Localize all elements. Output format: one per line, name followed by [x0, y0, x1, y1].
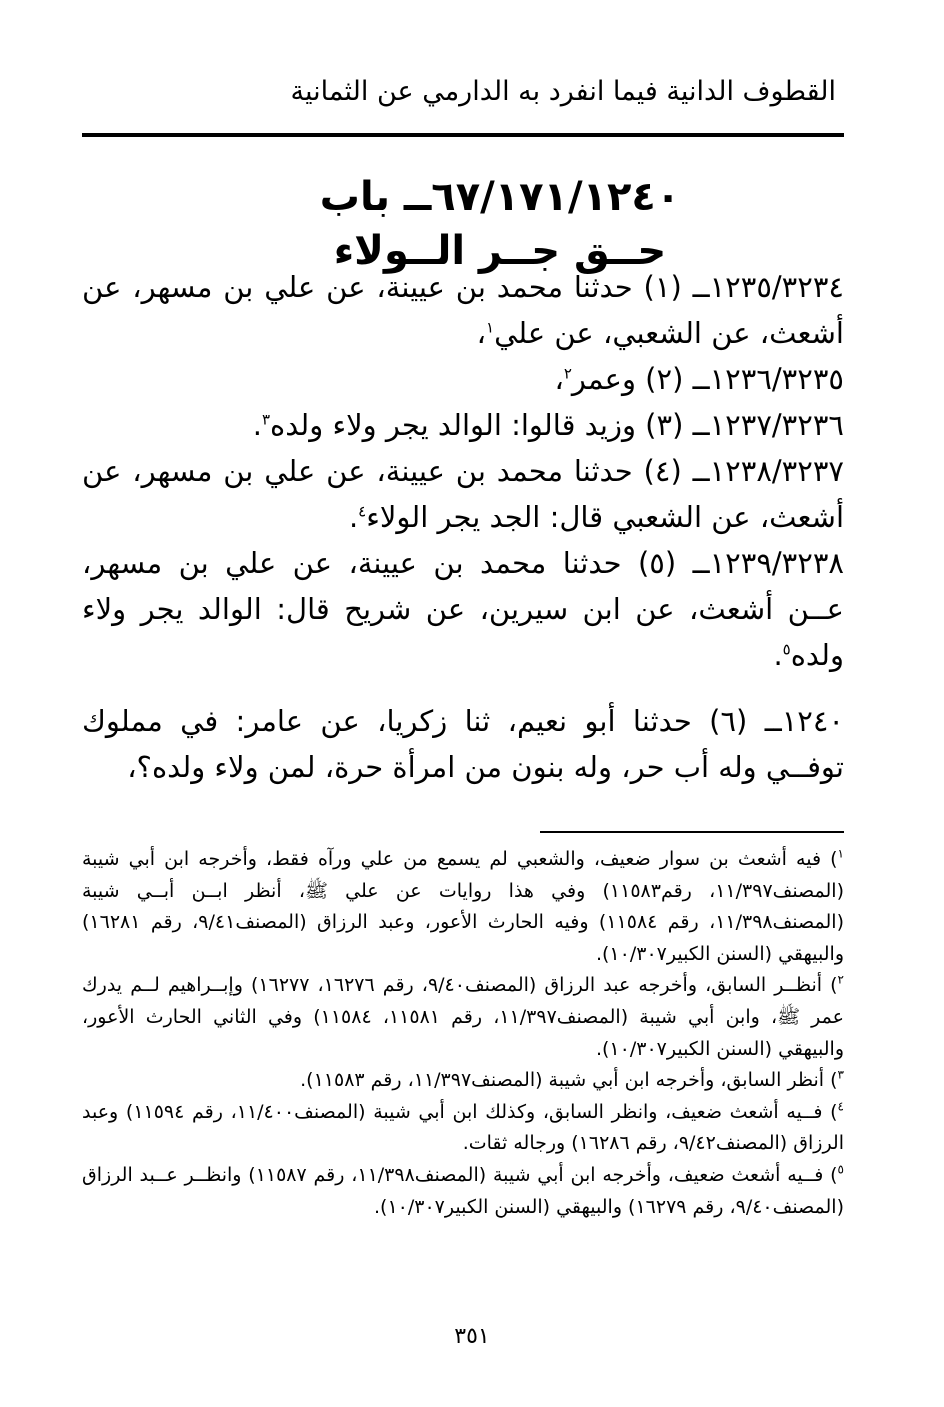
hadith-text: ١٢٣٧/٣٢٣٦ــ (٣) وزيد قالوا: الوالد يجر ولاء ولده — [270, 408, 844, 442]
hadith-paragraph — [82, 402, 844, 448]
hadith-punctuation: . — [773, 638, 783, 672]
footnote-number: ١ — [837, 846, 844, 861]
hadith-text: ١٢٣٦/٣٢٣٥ــ (٢) وعمر — [571, 362, 844, 396]
footnote-reference: ٢ — [563, 364, 572, 383]
footnote — [82, 1065, 844, 1097]
hadith-paragraph — [82, 448, 844, 540]
footnote-text: ) فــيه أشعث ضعيف، وانظر السابق، وكذلك ابن أبي شيبة (المصنف١١/٤٠٠، رقم ١١٥٩٤) وعبد الرزاق (المصنف٩/٤٢، رقم ١٦٢٨٦) ورجاله ثقات. — [82, 1100, 844, 1155]
header-rule — [82, 133, 844, 137]
footnote — [82, 1160, 844, 1223]
footnote-reference: ٥ — [782, 640, 791, 659]
hadith-punctuation: ، — [476, 316, 486, 350]
footnotes — [82, 844, 844, 1223]
footnote-number: ٤ — [837, 1099, 844, 1114]
footnote-reference: ١ — [486, 318, 495, 337]
hadith-paragraph — [82, 356, 844, 402]
hadith-punctuation: ، — [554, 362, 564, 396]
footnote-text: ) أنظر السابق، وأخرجه ابن أبي شيبة (المصنف١١/٣٩٧، رقم ١١٥٨٣). — [300, 1069, 838, 1092]
hadith-punctuation: . — [348, 500, 359, 534]
footnote-reference: ٤ — [358, 502, 367, 521]
running-header-title: القطوف الدانية فيما انفرد به الدارمي عن الثمانية — [290, 76, 836, 107]
hadith-text: ١٢٣٨/٣٢٣٧ــ (٤) حدثنا محمد بن عيينة، عن علي بن مسهر، عن أشعث، عن الشعبي قال: الجد يجر الولاء — [82, 454, 844, 534]
footnote-separator — [540, 831, 844, 833]
footnote-text: ) فيه أشعث بن سوار ضعيف، والشعبي لم يسمع من علي ورآه فقط، وأخرجه ابن أبي شيبة (المصنف١١/٣٩٧، رقم١١٥٨٣) وفي هذا روايات عن علي ﷺ، أنظر ابــن أبــي شيبة (المصنف١١/٣٩٨، رقم ١١٥٨٤) وفيه الحارث الأعور، وعبد الرزاق (المصنف٩/٤١، رقم ١٦٢٨١) والبيهقي (السنن الكبير١٠/٣٠٧). — [82, 848, 844, 965]
chapter-number-heading: ٦٧/١٧١/١٢٤٠ــ باب — [319, 174, 681, 220]
hadith-text: ١٢٣٥/٣٢٣٤ــ (١) حدثنا محمد بن عيينة، عن علي بن مسهر، عن أشعث، عن الشعبي، عن علي — [82, 270, 844, 350]
hadith-paragraph — [82, 698, 844, 790]
page-number: ٣٥١ — [454, 1324, 490, 1349]
hadith-body — [82, 264, 844, 790]
footnote-text: ) فــيه أشعث ضعيف، وأخرجه ابن أبي شيبة (المصنف١١/٣٩٨، رقم ١١٥٨٧) وانظــر عــبد الرزاق (المصنف٩/٤٠، رقم ١٦٢٧٩) والبيهقي (السنن الكبير١٠/٣٠٧). — [82, 1163, 844, 1218]
footnote — [82, 844, 844, 970]
footnote — [82, 970, 844, 1065]
footnote-text: ) أنظــر السابق، وأخرجه عبد الرزاق (المصنف٩/٤٠، رقم ١٦٢٧٦، ١٦٢٧٧) وإبــراهيم لــم يدرك عمر ﷺ، وابن أبي شيبة (المصنف١١/٣٩٧، رقم ١١٥٨١، ١١٥٨٤) وفي الثاني الحارث الأعور، والبيهقي (السنن الكبير١٠/٣٠٧). — [82, 974, 844, 1060]
footnote-number: ٢ — [837, 973, 844, 988]
footnote-number: ٥ — [837, 1162, 844, 1177]
hadith-punctuation: . — [252, 408, 262, 442]
footnote-reference: ٣ — [261, 410, 270, 429]
footnote-number: ٣ — [837, 1067, 844, 1082]
hadith-text: ١٢٤٠ــ (٦) حدثنا أبو نعيم، ثنا زكريا، عن عامر: في مملوك توفــي وله أب حر، وله بنون من امرأة حرة، لمن ولاء ولده؟، — [82, 704, 845, 784]
footnote — [82, 1097, 844, 1160]
hadith-paragraph — [82, 540, 844, 678]
hadith-paragraph — [82, 264, 844, 356]
chapter-title: حــق جــر الــولاء — [333, 228, 667, 274]
hadith-text: ١٢٣٩/٣٢٣٨ــ (٥) حدثنا محمد بن عيينة، عن علي بن مسهر، عــن أشعث، عن ابن سيرين، عن شريح قال: الوالد يجر ولاء ولده — [82, 546, 844, 672]
